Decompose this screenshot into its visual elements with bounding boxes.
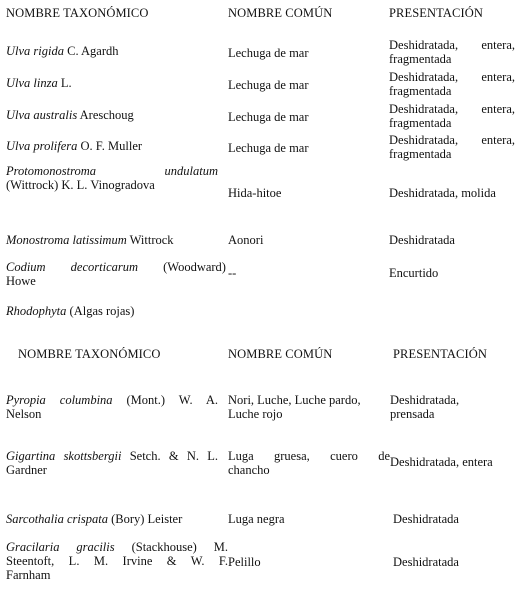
common-ulva-rigida: Lechuga de mar: [228, 46, 309, 60]
common-ulva-prolifera: Lechuga de mar: [228, 141, 309, 155]
presentation-codium-decorticarum: Encurtido: [389, 266, 439, 280]
header-taxonomic-name-2: NOMBRE TAXONÓMICO: [18, 347, 161, 361]
common-codium-decorticarum: --: [228, 266, 237, 280]
taxon-ulva-australis: Ulva australis Areschoug: [6, 108, 134, 122]
taxon-ulva-prolifera: Ulva prolifera O. F. Muller: [6, 139, 143, 153]
header-presentation-2: PRESENTACIÓN: [393, 347, 487, 361]
presentation-gigartina-skottsbergii: Deshidratada, entera: [390, 455, 493, 469]
common-ulva-australis: Lechuga de mar: [228, 110, 309, 124]
taxon-sarcothalia-crispata: Sarcothalia crispata (Bory) Leister: [6, 512, 183, 526]
header-common-name-2: NOMBRE COMÚN: [228, 347, 333, 361]
common-gracilaria-gracilis: Pelillo: [228, 555, 261, 569]
taxon-monostroma-latissimum: Monostroma latissimum Wittrock: [6, 233, 174, 247]
taxon-codium-decorticarum: Codium decorticarum (Woodward) Howe: [6, 260, 226, 288]
presentation-ulva-rigida: Deshidratada, entera, fragmentada: [389, 38, 515, 66]
common-protomonostroma-undulatum: Hida-hitoe: [228, 186, 282, 200]
common-ulva-linza: Lechuga de mar: [228, 78, 309, 92]
common-gigartina-skottsbergii: Luga gruesa, cuero de chancho: [228, 449, 390, 477]
common-sarcothalia-crispata: Luga negra: [228, 512, 285, 526]
taxon-gracilaria-gracilis: Gracilaria gracilis (Stackhouse) M. Steentoft, L. M. Irvine & W. F. Farnham: [6, 540, 229, 582]
common-pyropia-columbina: Nori, Luche, Luche pardo, Luche rojo: [228, 393, 361, 421]
presentation-ulva-linza: Deshidratada, entera, fragmentada: [389, 70, 515, 98]
presentation-ulva-prolifera: Deshidratada, entera, fragmentada: [389, 133, 515, 161]
taxon-ulva-rigida: Ulva rigida C. Agardh: [6, 44, 119, 58]
header-presentation: PRESENTACIÓN: [389, 6, 483, 20]
common-monostroma-latissimum: Aonori: [228, 233, 264, 247]
taxon-protomonostroma-undulatum: Protomonostroma undulatum (Wittrock) K. L. Vinogradova: [6, 164, 218, 192]
taxon-pyropia-columbina: Pyropia columbina (Mont.) W. A. Nelson: [6, 393, 218, 421]
header-taxonomic-name: NOMBRE TAXONÓMICO: [6, 6, 149, 20]
taxon-gigartina-skottsbergii: Gigartina skottsbergii Setch. & N. L. Gardner: [6, 449, 218, 477]
taxon-ulva-linza: Ulva linza L.: [6, 76, 72, 90]
presentation-monostroma-latissimum: Deshidratada: [389, 233, 455, 247]
presentation-sarcothalia-crispata: Deshidratada: [393, 512, 459, 526]
presentation-ulva-australis: Deshidratada, entera, fragmentada: [389, 102, 515, 130]
presentation-gracilaria-gracilis: Deshidratada: [393, 555, 459, 569]
presentation-pyropia-columbina: Deshidratada, prensada: [390, 393, 460, 421]
presentation-protomonostroma-undulatum: Deshidratada, molida: [389, 186, 496, 200]
section-rhodophyta: Rhodophyta (Algas rojas): [6, 304, 135, 318]
header-common-name: NOMBRE COMÚN: [228, 6, 333, 20]
